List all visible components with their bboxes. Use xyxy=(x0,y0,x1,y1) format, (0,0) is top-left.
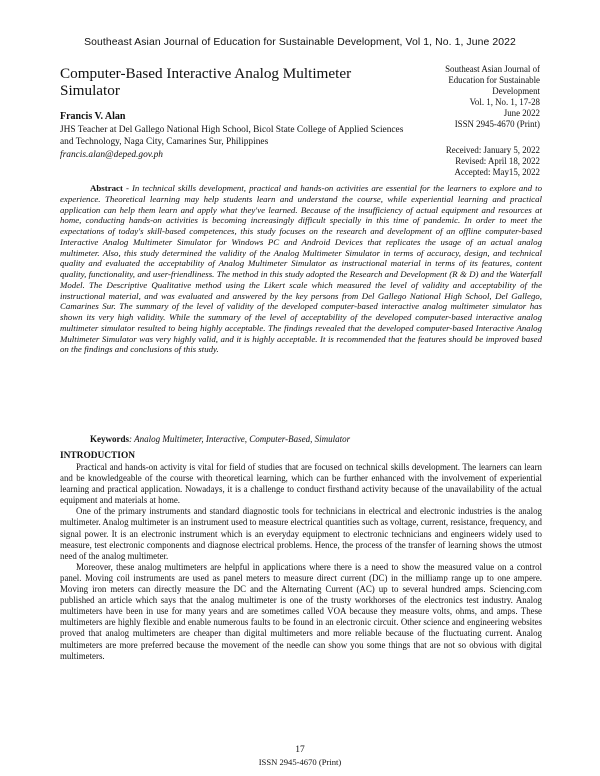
running-head: Southeast Asian Journal of Education for Sustainable Development, Vol 1, No. 1, June 2022 xyxy=(84,37,516,48)
page-number: 17 xyxy=(295,745,305,755)
keywords-label: Keywords xyxy=(90,434,129,444)
journal-meta-line: June 2022 xyxy=(503,107,540,118)
journal-meta-line: Vol. 1, No. 1, 17-28 xyxy=(469,96,540,107)
article-title: Computer-Based Interactive Analog Multimeter Simulator xyxy=(60,65,352,99)
author-affiliation: JHS Teacher at Del Gallego National High School, Bicol State College of Applied Sciences and Technology, Naga City, Camarines Sur, Philippines xyxy=(60,125,404,148)
footer-issn: ISSN 2945-4670 (Print) xyxy=(258,757,342,767)
introduction-body xyxy=(60,462,542,662)
paragraph: Moreover, these analog multimeters are helpful in applications where there is a need to show the measured value on a control panel. Moving coil instruments are used as panel meters to measure direct current (DC) in the milliamp range up to one ampere. Moving iron meters can directly measure the DC and the Alternating Current (AC) up to several hundred amps. Sciencing.com published an article which says that the analog multimeter is one of the trusty workhorses of the electronics test industry. Analog multimeters have been in use for many years and are sometimes called VOA because they measure volts, ohms, and amps. These multimeters are highly flexible and enable numerous faults to be found in an electronic circuit. Other science and engineering websites proved that analog multimeters are cheaper than digital multimeters and more reliable because of the fluctuating current. Analog multimeters are more preferred because the movement of the needle can show you some things that are not so obvious with digital multimeters. xyxy=(60,561,542,661)
abstract-text: - In technical skills development, practical and hands-on activities are essential for the learners to explore and to experience. Theoretical learning may help students learn and understand the course, while experiential learning and practical application can help them learn and apply what they've learned. Because of the insufficiency of actual equipment and resources at home, conducting hands-on activities is becoming increasingly difficult specially in this time of pandemic. In order to meet the expectations of today's skill-based competences, this study focuses on the research and development of an offline computer-based Interactive Analog Multimeter Simulator for Windows PC and Android Devices that replicates the usage of an actual analog multimeter. Also, this study determined the validity of the Analog Multimeter Simulator in terms of accuracy, design, and technical quality and evaluated the acceptability of Analog Multimeter Simulator as instructional material in terms of its features, content quality, functionality, and user-friendliness. The method in this study adopted the Research and Development (R & D) and the Waterfall Model. The Descriptive Qualitative method using the Likert scale which measured the level of validity and acceptability of the instructional material, and was evaluated and answered by the key persons from Del Gallego National High School, Del Gallego, Camarines Sur. The summary of the level of validity of the developed computer-based interactive analog multimeter simulator has shown its very high validity. While the summary of the level of acceptability of the developed computer-based interactive analog multimeter simulator resulted to being highly acceptable. The findings revealed that the developed computer-based Interactive Analog Multimeter Simulator was very highly valid, and it is highly acceptable. It is recommended that the features should be improved based on the findings and conclusions of this study. xyxy=(60,183,542,355)
introduction-heading: INTRODUCTION xyxy=(60,451,136,461)
journal-meta-line: Southeast Asian Journal of xyxy=(445,64,540,74)
journal-meta-line: Education for Sustainable xyxy=(448,74,540,85)
journal-meta-line: ISSN 2945-4670 (Print) xyxy=(454,118,540,129)
keywords xyxy=(60,434,542,445)
paragraph: One of the primary instruments and standard diagnostic tools for technicians in electrical and electronic industries is the analog multimeter. Analog multimeter is an instrument used to measure electrical quantities such as voltage, current, resistance, frequency, and signal power. It is an electronic instrument which is an everyday equipment to electronic technicians and engineers widely used to measure, test electronic components and diagnose electrical problems. Hence, the process of the transfer of learning shows the utmost need of the analog multimeter. xyxy=(60,506,542,561)
author-name: Francis V. Alan xyxy=(60,111,126,122)
accepted-date: Accepted: May15, 2022 xyxy=(454,166,540,177)
journal-meta-line: Development xyxy=(492,85,540,96)
received-date: Received: January 5, 2022 xyxy=(445,145,540,155)
abstract-label: Abstract xyxy=(90,183,123,193)
keywords-text: : Analog Multimeter, Interactive, Computer-Based, Simulator xyxy=(129,434,351,444)
abstract xyxy=(60,183,542,355)
paragraph: Practical and hands-on activity is vital for field of studies that are focused on technical skills development. The learners can learn and be knowledgeable of the course with theoretical learning, which can be further enhanced with the involvement of experiential learning and practical application. Nowadays, it is a challenge to conduct firsthand activity because of the unavailability of the actual equipment and materials at home. xyxy=(60,462,542,506)
revised-date: Revised: April 18, 2022 xyxy=(455,155,540,166)
author-email[interactable]: francis.alan@deped.gov.ph xyxy=(60,149,163,160)
journal-meta xyxy=(410,64,540,129)
article-dates xyxy=(410,145,540,178)
author-block xyxy=(60,111,405,161)
